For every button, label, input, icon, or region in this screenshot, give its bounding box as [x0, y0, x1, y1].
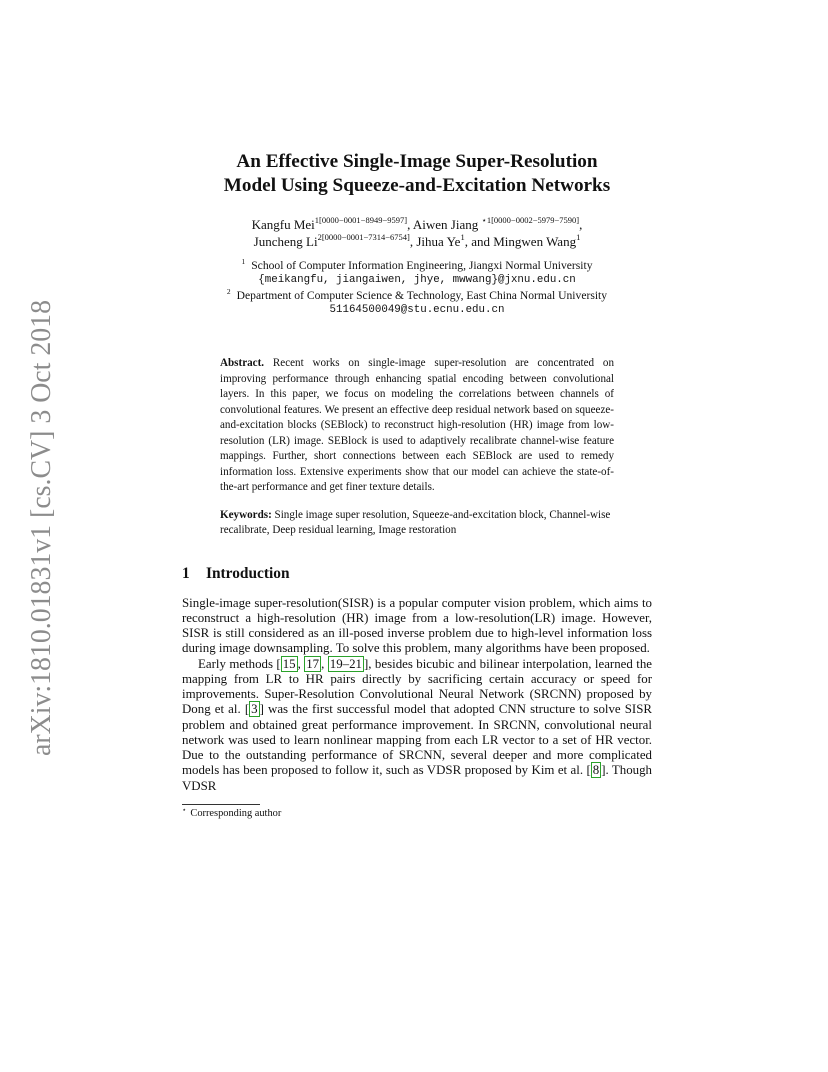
arxiv-stamp-svg	[18, 300, 58, 760]
affiliation-2	[182, 288, 652, 303]
intro-paragraph-1: Single-image super-resolution(SISR) is a popular computer vision problem, which aims to reconstruct a high-resolution (HR) image from a low-resolution(LR) image. However, SISR is still considered as an ill-posed inverse problem due to high-level information loss during image downsampling. To solve this problem, many algorithms have been proposed.	[182, 595, 652, 656]
abstract	[220, 356, 614, 496]
paragraph-text: . Though VDSR	[182, 763, 652, 793]
citation-link[interactable]: 8	[592, 763, 600, 778]
affiliation-number: 2	[226, 287, 231, 296]
affiliation-text: Department of Computer Science & Technology, East China Normal University	[236, 289, 608, 302]
author-orcid: 1[0000−0001−8949−9597]	[314, 215, 408, 225]
abstract-text: Recent works on single-image super-resolution are concentrated on improving performance through enhancing spatial encoding between convolutional layers. In this paper, we focus on modeling the correlations between channels of convolutional features. We present an effective deep residual network based on squeeze-and-excitation blocks (SEBlock) to reconstruct high-resolution (HR) image from low-resolution (LR) image. SEBlock is used to adaptively recalibrate channel-wise feature mappings. Further, short connections between each SEBlock are used to remedy information loss. Extensive experiments show that our model can achieve the state-of-the-art performance and get finer texture details.	[220, 357, 614, 493]
citation-link[interactable]: 15	[282, 656, 296, 671]
keywords-label: Keywords:	[220, 508, 272, 521]
section-title: Introduction	[206, 564, 290, 582]
affiliation-1	[182, 258, 652, 273]
paragraph-text: , besides bicubic and bilinear interpolation, learned the mapping from LR to HR pairs directly by sacrificing certain accuracy or speed for improvements. Super-Resolution Convolutional Neural Network (SRCNN) proposed by Dong et al.	[182, 656, 652, 717]
author-orcid: ⋆1[0000−0002−5979−7590]	[481, 215, 580, 225]
intro-paragraph-2: Early methods [ 15 , 17 , 19–21 ], besides bicubic and bilinear interpolation, learned the mapping from LR to HR pairs directly by sacrificing certain accuracy or speed for improvements. Super-Resolution Convolutional Neural Network (SRCNN) proposed by Dong et al. [ 3 ] was the first successful model that adopted CNN structure to solve SISR problem and obtained great performance improvement. In SRCNN, convolutional neural network was used to learn nonlinear mapping from each LR vector to a set of HR vector. Due to the outstanding performance of SRCNN, several deeper and more complicated models has been proposed to follow it, such as VDSR proposed by Kim et al. [ 8 ]. Though VDSR	[182, 656, 652, 793]
footnote-text: Corresponding author	[190, 807, 282, 819]
author-list: Kangfu Mei$^{1[0000-0001-8949-9597]}$, Aiwen Jiang $^{⋆1[0000-0002-5979-7590]}$, Juncheng $Li^{2[0000-0001-7314-6754]}$, Jihua Ye$^1$, and Mingwen Wang$^1$	[251, 215, 583, 249]
author-orcid: 2[0000−0001−7314−6754]	[317, 232, 410, 242]
title-line-2: Model Using Squeeze-and-Excitation Networks	[223, 175, 611, 196]
citation-separator: ,	[297, 656, 305, 671]
affiliation-block	[182, 258, 652, 318]
citation-separator: ,	[321, 656, 328, 671]
citation-link[interactable]: 19–21	[329, 656, 362, 671]
keywords	[220, 508, 614, 539]
paper-title	[182, 150, 652, 198]
footnote-rule	[182, 804, 260, 805]
section-heading	[182, 564, 652, 584]
author-affil-mark: 1	[576, 232, 581, 242]
author-name: Juncheng Li	[253, 234, 318, 249]
paper-page	[182, 150, 652, 821]
author-name: Jihua Ye	[416, 234, 461, 249]
author-name: Kangfu Mei	[251, 217, 315, 232]
affiliation-number: 1	[241, 257, 246, 266]
title-line-1: An Effective Single-Image Super-Resolution	[236, 151, 598, 172]
paragraph-text: Early methods	[198, 656, 277, 671]
abstract-label: Abstract.	[220, 357, 265, 369]
affiliation-1-emails: {meikangfu, jiangaiwen, jhye, mwwang}@jxnu.edu.cn	[258, 274, 576, 286]
citation-link[interactable]: 3	[251, 702, 258, 717]
author-name: Aiwen Jiang	[412, 217, 479, 232]
affiliation-2-email: 51164500049@stu.ecnu.edu.cn	[329, 304, 505, 316]
author-conjunction: and	[471, 234, 490, 249]
footnote	[182, 807, 652, 821]
section-number: 1	[182, 564, 190, 582]
author-name: Mingwen Wang	[493, 234, 577, 249]
citation-link[interactable]: 17	[306, 656, 320, 671]
arxiv-stamp-text: arXiv:1810.01831v1 [cs.CV] 3 Oct 2018	[26, 300, 57, 756]
footnote-mark: ⋆	[182, 805, 187, 814]
author-affil-mark: 1	[460, 232, 465, 242]
keywords-text: Single image super resolution, Squeeze-and-excitation block, Channel-wise recalibrate, Deep residual learning, Image restoration	[220, 508, 611, 536]
affiliation-text: School of Computer Information Engineering, Jiangxi Normal University	[251, 259, 593, 272]
arxiv-stamp	[18, 300, 58, 760]
paragraph-text: was the first successful model that adopted CNN structure to solve SISR problem and obtained great performance improvement. In SRCNN, convolutional neural network was used to learn nonlinear mapping from each LR vector to a set of HR vector. Due to the outstanding performance of SRCNN, several deeper and more complicated models has been proposed to follow it, such as VDSR proposed by Kim et al.	[182, 702, 652, 778]
